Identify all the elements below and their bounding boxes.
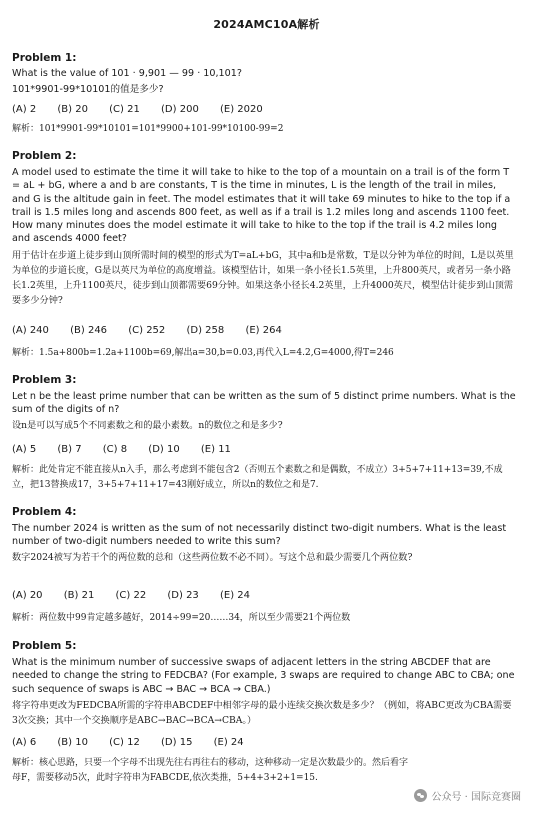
choice: (A) 6: [12, 737, 37, 748]
choice: (A) 5: [12, 444, 37, 455]
choice: (D) 10: [148, 444, 180, 455]
problem-2-choices: [12, 325, 517, 336]
choice: (D) 23: [167, 590, 199, 601]
choice: (C) 252: [128, 325, 166, 336]
page-title: 2024AMC10A解析: [213, 18, 320, 31]
problem-1-heading: Problem 1:: [12, 52, 77, 64]
problem-4-text-en: The number 2024 is written as the sum of not necessarily distinct two-digit numbers. What is the least number of two-digit numbers needed to write this sum?: [12, 523, 507, 548]
problem-3-text-en: Let n be the least prime number that can be written as the sum of 5 distinct prime numbers. What is the sum of the digits of n?: [12, 391, 516, 416]
choice: (A) 240: [12, 325, 49, 336]
choice: (C) 22: [115, 590, 147, 601]
problem-5-solution: 解析：核心思路，只要一个字母不出现先往右再往右的移动，这种移动一定是次数最少的。然后看字母F，需要移动5次，此时字符串为FABCDE,依次类推，5+4+3+2+1=15.: [12, 758, 409, 783]
choice: (A) 2: [12, 104, 37, 115]
choice: (D) 258: [186, 325, 225, 336]
choice: (C) 8: [102, 444, 128, 455]
problem-1-text-zh: 101*9901-99*10101的值是多少?: [12, 84, 164, 95]
choice: (E) 2020: [220, 104, 263, 115]
choice: (E) 24: [219, 590, 251, 601]
problem-3-solution: 解析：此处肯定不能直接从n入手，那么考虑到不能包含2（否则五个素数之和是偶数，不成立）3+5+7+11+13=39,不成立，把13替换成17，3+5+7+11+17=43刚好成立，所以n的数位之和是7.: [12, 465, 503, 490]
choice: (D) 200: [161, 104, 199, 115]
problem-4-heading: Problem 4:: [12, 506, 77, 518]
choice: (B) 20: [57, 104, 88, 115]
choice: (C) 21: [109, 104, 140, 115]
choice: (A) 20: [12, 590, 43, 601]
wechat-icon: [414, 789, 427, 802]
problem-4-choices: [12, 590, 517, 601]
problem-4-solution: 解析：两位数中99肯定越多越好，2014÷99=20……34，所以至少需要21个两位数: [12, 613, 351, 623]
watermark: [414, 788, 521, 803]
problem-3-text-zh: 设n是可以写成5个不同素数之和的最小素数。n的数位之和是多少?: [12, 420, 283, 431]
choice: (B) 7: [57, 444, 82, 455]
problem-2-heading: Problem 2:: [12, 150, 77, 162]
problem-5-text-zh: 将字符串更改为FEDCBA所需的字符串ABCDEF中相邻字母的最小连续交换次数是多少？（例如，将ABC更改为CBA需要3次交换；其中一个交换顺序是ABC→BAC→BCA→CBA。）: [12, 700, 512, 726]
choice: (E) 24: [213, 737, 244, 748]
problem-2-text-zh: 用于估计在步道上徒步到山顶所需时间的模型的形式为T=aL+bG，其中a和b是常数，T是以分钟为单位的时间，L是以英里为单位的步道长度，G是以英尺为单位的高度增益。该模型估计，如果一条小径长1.5英里，上升800英尺，或者另一条小路长1.2英里，上升1100英尺，徒步到山顶都需要69分钟。如果这条小径长4.2英里，上升4000英尺，模型估计徒步到山顶需要多少分钟?: [12, 250, 514, 306]
choice: (B) 10: [57, 737, 88, 748]
problem-4-text-zh: 数字2024被写为若干个的两位数的总和（这些两位数不必不同）。写这个总和最少需要几个两位数?: [12, 552, 413, 563]
choice: (D) 15: [161, 737, 193, 748]
problem-5-choices: [12, 737, 517, 748]
problem-1-solution: 解析：101*9901-99*10101=101*9900+101-99*10100-99=2: [12, 124, 284, 134]
problem-5-heading: Problem 5:: [12, 640, 77, 652]
choice: (E) 264: [245, 325, 282, 336]
problem-1-text-en: What is the value of 101 · 9,901 — 99 · 10,101?: [12, 68, 242, 79]
problem-2-text-en: A model used to estimate the time it will take to hike to the top of a mountain on a trail is of the form T = aL + bG, where a and b are constants, T is the time in minutes, L is the length of the trail in miles, and G is the altitude gain in feet. The model estimates that it will take 69 minutes to hike to the top if a trail is 1.5 miles long and ascends 800 feet, as well as if a trail is 1.2 miles long and ascends 1100 feet. How many minutes does the model estimate it will take to hike to the top if the trail is 4.2 miles long and ascends 4000 feet?: [12, 167, 511, 245]
problem-3-heading: Problem 3:: [12, 374, 77, 386]
watermark-text: 公众号 · 国际竞赛圈: [431, 792, 521, 803]
choice: (E) 11: [200, 444, 231, 455]
problem-1-choices: [12, 104, 517, 115]
problem-3-choices: [12, 444, 517, 455]
problem-2-solution: 解析：1.5a+800b=1.2a+1100b=69,解出a=30,b=0.03,再代入L=4.2,G=4000,得T=246: [12, 348, 394, 358]
choice: (C) 12: [109, 737, 140, 748]
problem-5-text-en: What is the minimum number of successive swaps of adjacent letters in the string ABCDEF that are needed to change the string to FEDCBA? (For example, 3 swaps are required to change ABC to CBA; one such sequence of swaps is ABC → BAC → BCA → CBA.): [12, 657, 515, 695]
choice: (B) 246: [70, 325, 108, 336]
choice: (B) 21: [63, 590, 95, 601]
